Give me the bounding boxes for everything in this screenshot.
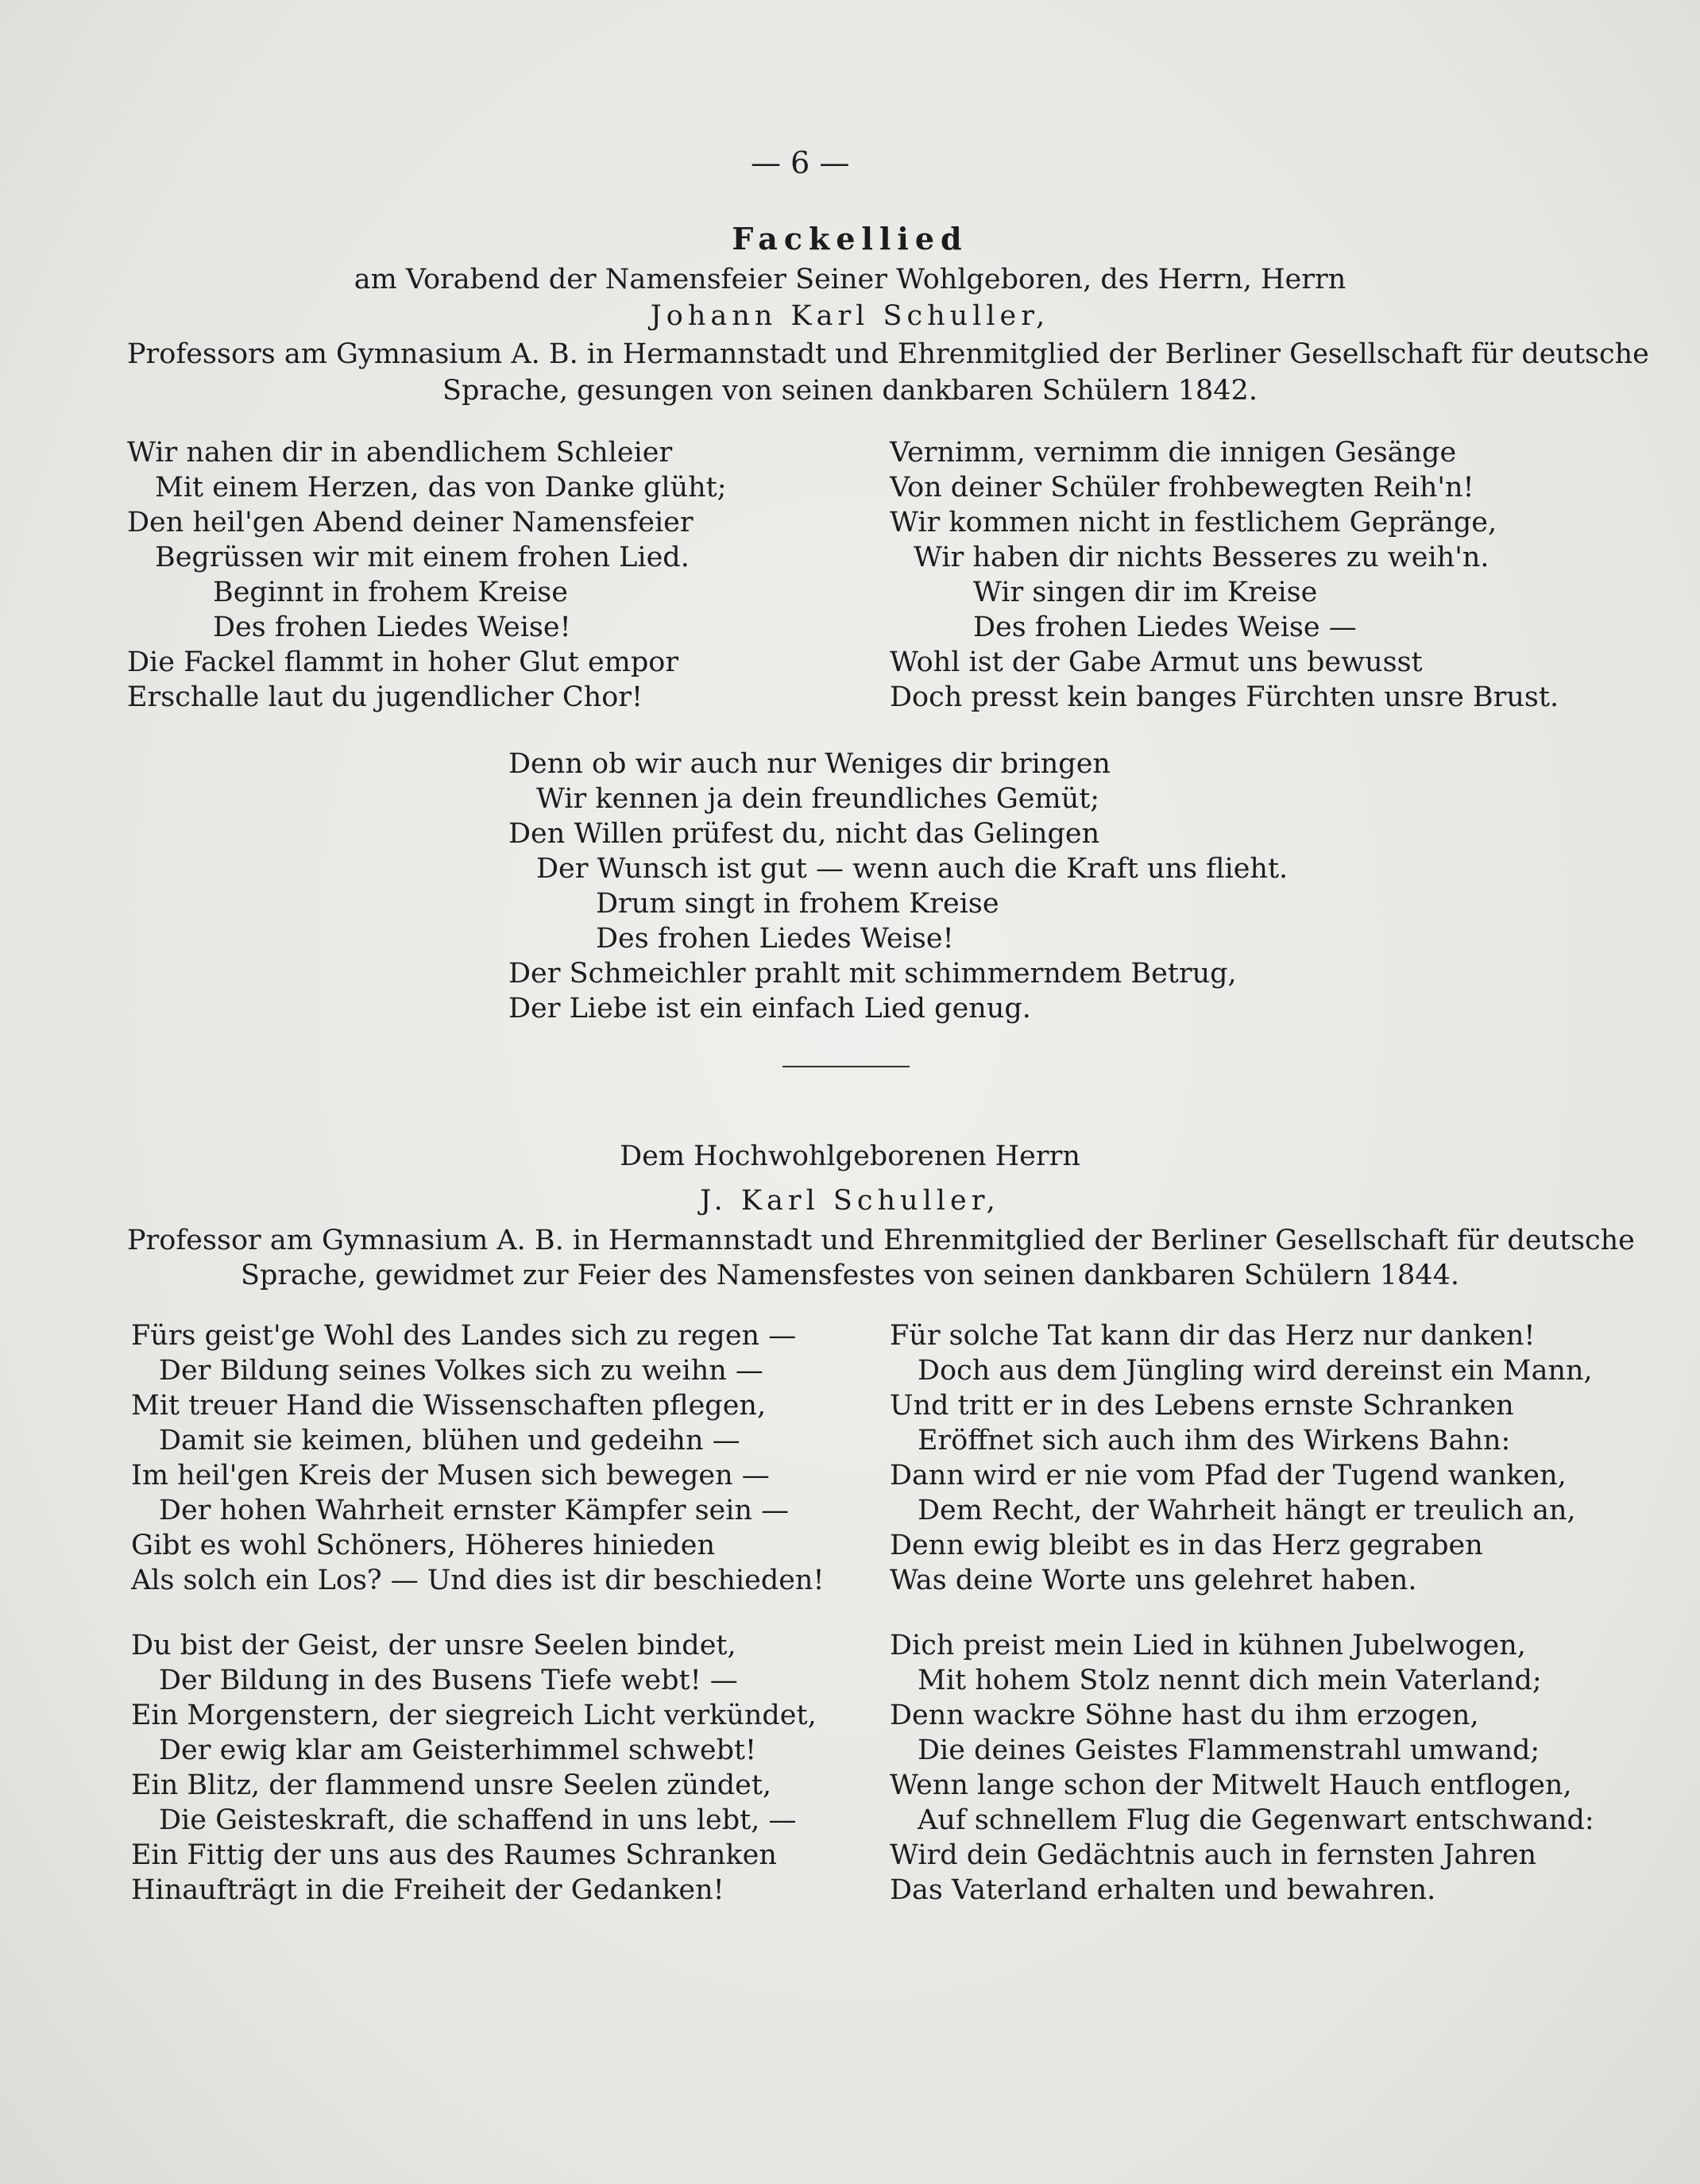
verse-line: Wenn lange schon der Mitwelt Hauch entflogen, (890, 1769, 1572, 1801)
dedication-line: Professor am Gymnasium A. B. in Hermannstadt und Ehrenmitglied der Berliner Gesellschaft für deutsche (127, 1225, 1635, 1256)
verse-line: Der hohen Wahrheit ernster Kämpfer sein — (159, 1495, 790, 1526)
verse-line: Denn wackre Söhne hast du ihm erzogen, (890, 1700, 1479, 1731)
verse-line: Gibt es wohl Schöners, Höheres hinieden (131, 1530, 716, 1561)
verse-line: Dich preist mein Lied in kühnen Jubelwogen, (890, 1630, 1526, 1661)
verse-line: Der Bildung in des Busens Tiefe webt! — (159, 1665, 738, 1696)
verse-line: Und tritt er in des Lebens ernste Schranken (890, 1390, 1514, 1422)
verse-line: Mit einem Herzen, das von Danke glüht; (155, 472, 727, 504)
verse-line: Dann wird er nie vom Pfad der Tugend wanken, (890, 1460, 1567, 1491)
section-divider (782, 1066, 910, 1067)
verse-line: Beginnt in frohem Kreise (213, 577, 568, 608)
verse-line: Wohl ist der Gabe Armut uns bewusst (890, 646, 1423, 678)
verse-line: Von deiner Schüler frohbewegten Reih'n! (890, 472, 1474, 504)
dedication-line: am Vorabend der Namensfeier Seiner Wohlgeboren, des Herrn, Herrn (354, 264, 1346, 295)
verse-line: Begrüssen wir mit einem frohen Lied. (155, 542, 690, 573)
verse-line: Drum singt in frohem Kreise (596, 888, 999, 920)
verse-line: Wir singen dir im Kreise (973, 577, 1318, 608)
verse-line: Der Liebe ist ein einfach Lied genug. (508, 993, 1031, 1024)
verse-line: Doch presst kein banges Fürchten unsre Brust. (890, 681, 1559, 713)
verse-line: Der Wunsch ist gut — wenn auch die Kraft uns flieht. (536, 853, 1289, 885)
verse-line: Im heil'gen Kreis der Musen sich bewegen — (131, 1460, 770, 1491)
verse-line: Hinaufträgt in die Freiheit der Gedanken! (131, 1874, 724, 1906)
page-number: — 6 — (751, 145, 850, 180)
dedication-line: Sprache, gesungen von seinen dankbaren Schülern 1842. (442, 375, 1258, 407)
verse-line: Wir haben dir nichts Besseres zu weih'n. (914, 542, 1489, 573)
verse-line: Die Fackel flammt in hoher Glut empor (127, 646, 679, 678)
verse-line: Doch aus dem Jüngling wird dereinst ein Mann, (918, 1355, 1593, 1387)
verse-line: Ein Morgenstern, der siegreich Licht verkündet, (131, 1700, 817, 1731)
song-title: Fackellied (732, 221, 968, 257)
verse-line: Mit hohem Stolz nennt dich mein Vaterland; (918, 1665, 1542, 1696)
dedication-name: J. Karl Schuller, (700, 1185, 1000, 1217)
verse-line: Als solch ein Los? — Und dies ist dir beschieden! (131, 1565, 825, 1596)
verse-line: Denn ewig bleibt es in das Herz gegraben (890, 1530, 1483, 1561)
verse-line: Der ewig klar am Geisterhimmel schwebt! (159, 1734, 757, 1766)
verse-line: Des frohen Liedes Weise! (213, 612, 571, 643)
verse-line: Vernimm, vernimm die innigen Gesänge (890, 437, 1457, 469)
verse-line: Ein Fittig der uns aus des Raumes Schranken (131, 1839, 777, 1871)
verse-line: Erschalle laut du jugendlicher Chor! (127, 681, 643, 713)
verse-line: Die Geisteskraft, die schaffend in uns lebt, — (159, 1804, 797, 1836)
verse-line: Für solche Tat kann dir das Herz nur danken! (890, 1320, 1536, 1352)
verse-line: Auf schnellem Flug die Gegenwart entschwand: (918, 1804, 1594, 1836)
verse-line: Des frohen Liedes Weise! (596, 923, 954, 955)
verse-line: Das Vaterland erhalten und bewahren. (890, 1874, 1436, 1906)
verse-line: Mit treuer Hand die Wissenschaften pflegen, (131, 1390, 767, 1422)
verse-line: Was deine Worte uns gelehret haben. (890, 1565, 1417, 1596)
verse-line: Denn ob wir auch nur Weniges dir bringen (508, 748, 1111, 780)
verse-line: Du bist der Geist, der unsre Seelen bindet, (131, 1630, 736, 1661)
dedication-line: Dem Hochwohlgeborenen Herrn (620, 1140, 1080, 1172)
verse-line: Der Bildung seines Volkes sich zu weihn — (159, 1355, 763, 1387)
verse-line: Fürs geist'ge Wohl des Landes sich zu regen — (131, 1320, 797, 1352)
verse-line: Den Willen prüfest du, nicht das Gelingen (508, 818, 1100, 850)
verse-line: Ein Blitz, der flammend unsre Seelen zündet, (131, 1769, 772, 1801)
verse-line: Eröffnet sich auch ihm des Wirkens Bahn: (918, 1425, 1511, 1457)
verse-line: Der Schmeichler prahlt mit schimmerndem Betrug, (508, 958, 1237, 990)
verse-line: Die deines Geistes Flammenstrahl umwand; (918, 1734, 1540, 1766)
verse-line: Des frohen Liedes Weise — (973, 612, 1357, 643)
verse-line: Den heil'gen Abend deiner Namensfeier (127, 507, 694, 538)
verse-line: Wird dein Gedächtnis auch in fernsten Jahren (890, 1839, 1537, 1871)
verse-line: Wir kennen ja dein freundliches Gemüt; (536, 783, 1100, 815)
dedication-line: Sprache, gewidmet zur Feier des Namensfestes von seinen dankbaren Schülern 1844. (240, 1260, 1459, 1291)
verse-line: Damit sie keimen, blühen und gedeihn — (159, 1425, 740, 1457)
dedication-line: Professors am Gymnasium A. B. in Hermannstadt und Ehrenmitglied der Berliner Gesellschaft für deutsche (127, 338, 1649, 370)
verse-line: Wir kommen nicht in festlichem Gepränge, (890, 507, 1497, 538)
dedication-name: Johann Karl Schuller, (650, 300, 1050, 332)
verse-line: Wir nahen dir in abendlichem Schleier (127, 437, 673, 469)
verse-line: Dem Recht, der Wahrheit hängt er treulich an, (918, 1495, 1576, 1526)
